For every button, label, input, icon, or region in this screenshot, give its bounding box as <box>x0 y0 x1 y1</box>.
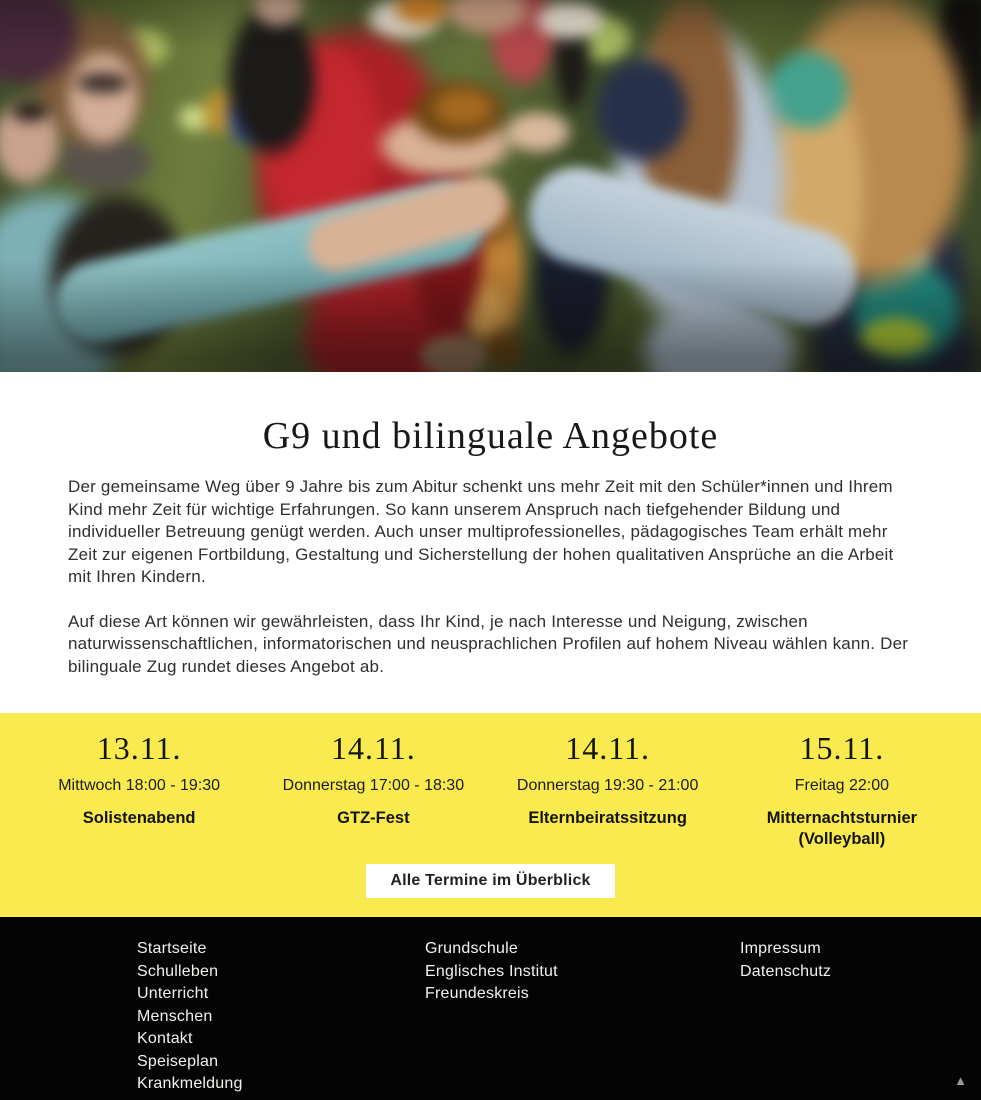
footer-nav-legal <box>740 938 981 1100</box>
footer-link-krankmeldung[interactable]: Krankmeldung <box>137 1075 243 1092</box>
event-daytime: Freitag 22:00 <box>794 777 890 794</box>
footer-link-kontakt[interactable]: Kontakt <box>137 1030 193 1047</box>
event-title: Solistenabend <box>82 809 196 827</box>
footer-link-menschen[interactable]: Menschen <box>137 1007 213 1025</box>
events-button-row <box>0 864 981 898</box>
intro-paragraph-2: Auf diese Art können wir gewährleisten, dass Ihr Kind, je nach Interesse und Neigung, zwischen naturwissenschaftlichen, informatorischen und neusprachlichen Profilen auf hohem Niveau wählen kann. Der bilinguale Zug rundet dieses Angebot ab. <box>68 611 909 676</box>
hero-photo <box>0 0 981 372</box>
event-date: 15.11. <box>799 730 885 766</box>
event-daytime: Donnerstag 17:00 - 18:30 <box>282 777 465 794</box>
footer-link-englisches-institut[interactable]: Englisches Institut <box>425 962 558 980</box>
footer-link-datenschutz[interactable]: Datenschutz <box>740 962 832 980</box>
footer-link-speiseplan[interactable]: Speiseplan <box>137 1052 219 1070</box>
footer-nav-main <box>137 938 425 1100</box>
footer-link-schulleben[interactable]: Schulleben <box>137 962 219 980</box>
footer-nav-school <box>425 938 740 1100</box>
page-title: G9 und bilinguale Angebote <box>262 415 719 457</box>
intro-paragraph-1: Der gemeinsame Weg über 9 Jahre bis zum Abitur schenkt uns mehr Zeit mit den Schüler*innen und Ihrem Kind mehr Zeit für wichtige Erfahrungen. So kann unserem Anspruch nach tiefgehender Bildung und individueller Betreuung genügt werden. Auch unser multiprofessionelles, pädagogisches Team erhält mehr Zeit zur eigenen Fortbildung, Gestaltung und Sicherstellung der hohen qualitativen Ansprüche an die Arbeit mit Ihren Kindern. <box>68 477 894 586</box>
footer <box>0 917 981 1100</box>
events-grid <box>0 713 981 850</box>
event-title: Elternbeiratssitzung <box>528 809 687 827</box>
event-title: GTZ-Fest <box>337 809 410 827</box>
event-daytime: Mittwoch 18:00 - 19:30 <box>58 777 221 794</box>
event-card[interactable] <box>26 730 252 850</box>
event-date: 14.11. <box>330 730 416 766</box>
event-card[interactable] <box>729 730 955 850</box>
all-events-button[interactable]: Alle Termine im Überblick <box>366 864 614 898</box>
event-daytime: Donnerstag 19:30 - 21:00 <box>516 777 699 794</box>
footer-link-grundschule[interactable]: Grundschule <box>425 940 518 957</box>
event-card[interactable] <box>260 730 486 850</box>
hero-photo-vignette <box>0 0 981 372</box>
footer-link-startseite[interactable]: Startseite <box>137 940 207 957</box>
scroll-to-top-button[interactable]: ▲ <box>954 1073 967 1088</box>
events-section <box>0 713 981 917</box>
intro-section <box>0 372 981 713</box>
event-date: 14.11. <box>565 730 651 766</box>
footer-link-unterricht[interactable]: Unterricht <box>137 985 209 1002</box>
event-title: Mitternachtsturnier (Volleyball) <box>766 809 918 848</box>
event-date: 13.11. <box>96 730 182 766</box>
footer-link-freundeskreis[interactable]: Freundeskreis <box>425 985 529 1002</box>
footer-link-impressum[interactable]: Impressum <box>740 940 821 957</box>
event-card[interactable] <box>495 730 721 850</box>
